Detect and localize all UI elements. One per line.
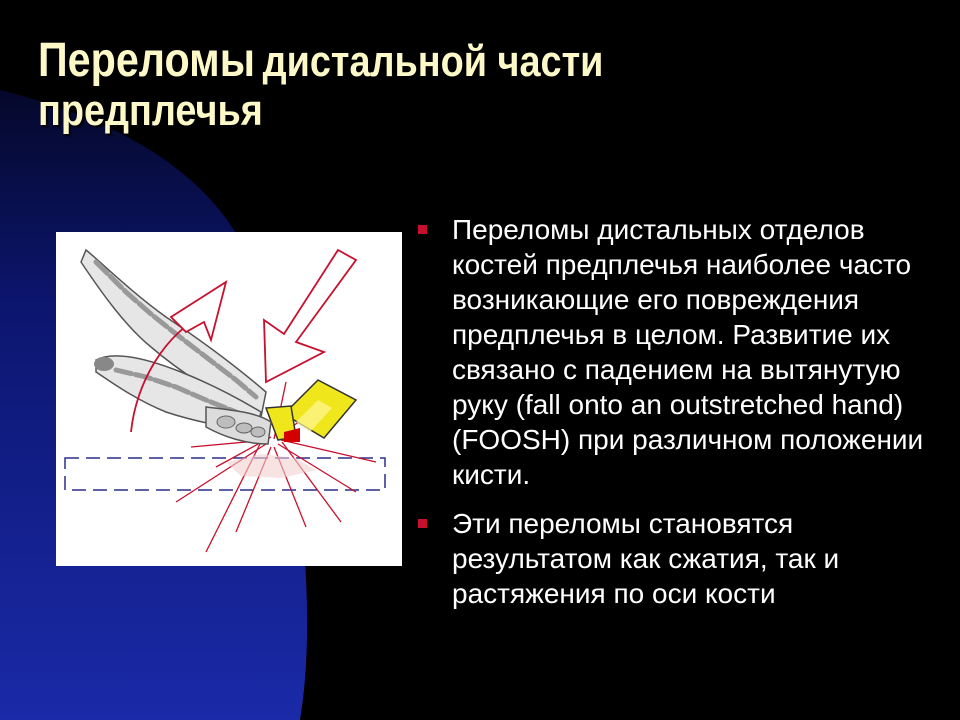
title-part-3: предплечья xyxy=(38,86,263,135)
bullet-item-1 xyxy=(414,212,934,492)
bullet-square-icon xyxy=(418,519,427,528)
hand-fracture-illustration xyxy=(56,232,402,566)
bullet-square-icon xyxy=(418,225,427,234)
title-part-2: дистальной части xyxy=(262,37,604,86)
hand-fracture-illustration-icon xyxy=(56,232,402,566)
bullet-text-1: Переломы дистальных отделов костей предплечья наиболее часто возникающие его повреждения предплечья в целом. Развитие их связано с падением на вытянутую руку (fall onto an outstretched hand) (FOOSH) при различном положении кисти. xyxy=(452,214,924,490)
bullet-item-2 xyxy=(414,506,934,611)
bullet-text-2: Эти переломы становятся результатом как сжатия, так и растяжения по оси кости xyxy=(452,508,840,609)
title-part-1: Переломы xyxy=(38,34,255,87)
slide-title xyxy=(38,34,795,135)
bullet-list xyxy=(414,212,934,625)
